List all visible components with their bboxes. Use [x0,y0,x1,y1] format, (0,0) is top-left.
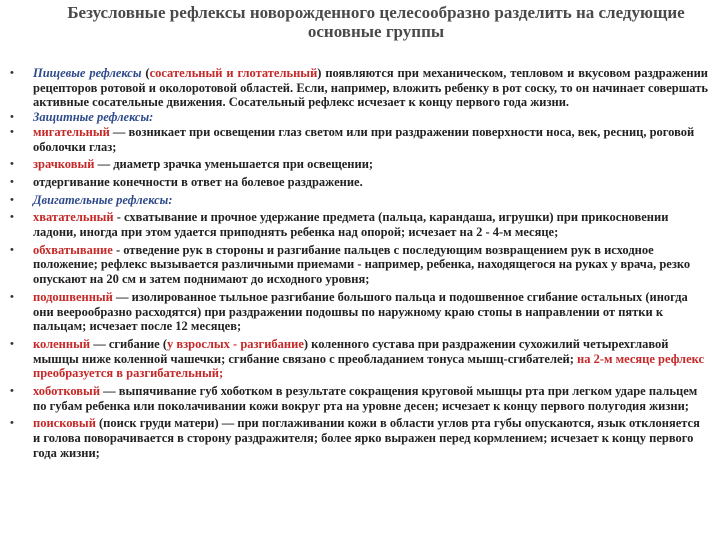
bullet-icon: • [10,385,14,398]
knee-term: коленный [33,336,91,351]
bullet-icon: • [10,158,14,171]
list-item-grasp [0,210,720,239]
text-fragment: — сгибание ( [90,336,167,351]
bullet-icon: • [10,417,14,430]
reflex-list [0,66,720,461]
bullet-icon: • [10,290,14,303]
list-item-knee [0,337,720,381]
bullet-icon: • [10,243,14,256]
list-item-blink [0,125,720,154]
grasp-term: хватательный [33,210,114,225]
search-term: поисковый [33,416,96,431]
list-item-pupil [0,157,720,172]
list-item-proboscis [0,384,720,413]
bullet-icon: • [10,175,14,188]
adult-extension-term: у взрослых - разгибание [166,336,304,351]
search-text: (поиск груди матери) — при поглаживании кожи в области углов рта губы опускаются, язык отклоняется и голова поворачивается в сторону раздражителя; более ярко выражен перед кормлением; исчезает к концу первого года жизни; [33,416,700,460]
list-item-embrace [0,243,720,287]
list-item-plantar [0,290,720,334]
bullet-icon: • [10,67,14,79]
blink-term: мигательный [33,124,110,139]
plantar-text: — изолированное тыльное разгибание большого пальца и подошвенное сгибание остальных (иногда они веерообразно расходятся) при раздражении подошвы по наружному краю стопы в направлении от пятки к пальцам; исчезает после 12 месяцев; [33,289,688,334]
bullet-icon: • [10,125,14,138]
bullet-icon: • [10,193,14,206]
list-item-protective-heading [0,110,720,125]
sucking-swallowing-term: сосательный и глотательный [149,66,318,80]
grasp-text: - схватывание и прочное удержание предмета (пальца, карандаша, игрушки) при прикосновении ладони, иногда при этом удается приподнять ребенка над опорой; исчезает на 2 - 4-м месяце; [33,210,669,240]
list-item-search [0,416,720,460]
list-item-motor-heading [0,193,720,208]
plantar-term: подошвенный [33,289,113,304]
food-reflexes-text: ) появляются при механическом, тепловом и вкусовом раздражении рецепторов ротовой и околоротовой областей. Если, например, вложить ребенку в рот соску, то он начинает совершать активные сосательные движения. Сосательный рефлекс исчезает к концу первого года жизни. [33,66,709,110]
blink-text: — возникает при освещении глаз светом или при раздражении поверхности носа, век, ресниц, роговой оболочки глаз; [33,124,695,154]
bullet-icon: • [10,337,14,350]
food-reflexes-heading: Пищевые рефлексы [33,66,142,80]
bullet-icon: • [10,111,14,124]
pupil-text: — диаметр зрачка уменьшается при освещении; [94,157,374,172]
list-item-withdrawal [0,175,720,190]
embrace-term: обхватывание [33,242,113,257]
knee-transform-note: на 2-м месяце рефлекс преобразуется в разгибательный; [33,351,705,381]
pupil-term: зрачковый [33,157,95,172]
proboscis-text: — выпячивание губ хоботком в результате сокращения круговой мышцы рта при легком ударе пальцем по губам ребенка или поколачивании кожи вокруг рта на уровне десен; исчезает к концу первого полугодия жизни; [33,384,698,413]
bullet-icon: • [10,211,14,224]
embrace-text: - отведение рук в стороны и разгибание пальцев с последующим возвращением рук в исходное положение; рефлекс вызывается различными приемами - например, ребенка, находящегося на руках у врача, резко опускают на 20 см и затем поднимают до исходного уровня; [33,242,691,287]
motor-reflexes-heading: Двигательные рефлексы: [33,192,173,207]
knee-text: ) коленного сустава при раздражении сухожилий четырехглавой мышцы ниже коленной чашечки; сгибание связано с преобладанием тонуса мышц-сгибателей; [33,336,669,366]
proboscis-term: хоботковый [33,384,101,399]
withdrawal-text: отдергивание конечности в ответ на болевое раздражение. [33,174,363,189]
protective-reflexes-heading: Защитные рефлексы: [33,110,154,125]
list-item-food-reflexes [0,66,720,110]
slide-title: Безусловные рефлексы новорожденного целесообразно разделить на следующие основные группы [67,3,685,41]
text-fragment: ( [141,66,150,80]
